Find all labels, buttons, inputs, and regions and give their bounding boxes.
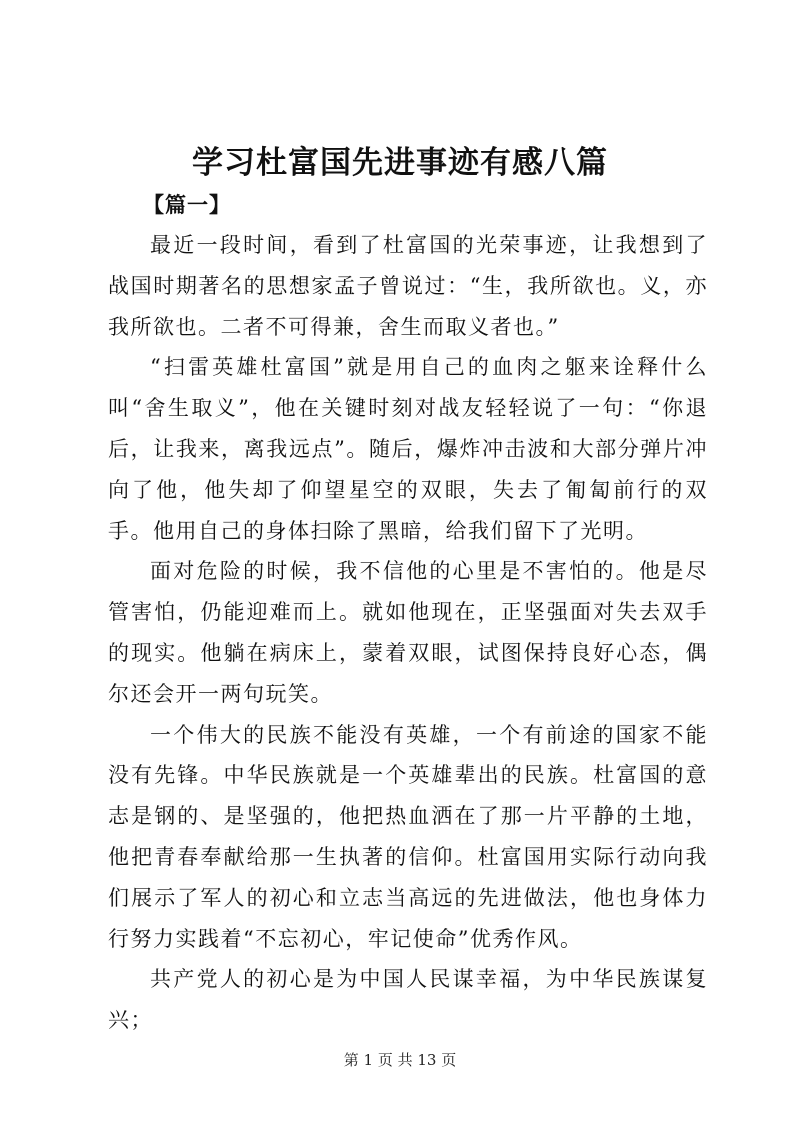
document-title: 学习杜富国先进事迹有感八篇 — [192, 145, 608, 181]
document-body — [108, 225, 708, 1041]
page-number-footer: 第 1 页 共 13 页 — [343, 1051, 457, 1069]
section-heading: 【篇一】 — [143, 192, 231, 217]
paragraph: 共产党人的初心是为中国人民谋幸福，为中华民族谋复兴； — [108, 967, 708, 1033]
paragraph: 一个伟大的民族不能没有英雄，一个有前途的国家不能没有先锋。中华民族就是一个英雄辈出的民族。杜富国的意志是钢的、是坚强的，他把热血洒在了那一片平静的土地，他把青春奉献给那一生执著的信仰。杜富国用实际行动向我们展示了军人的初心和立志当高远的先进做法，他也身体力行努力实践着“不忘初心，牢记使命”优秀作风。 — [108, 722, 708, 951]
paragraph: 面对危险的时候，我不信他的心里是不害怕的。他是尽管害怕，仍能迎难而上。就如他现在，正坚强面对失去双手的现实。他躺在病床上，蒙着双眼，试图保持良好心态，偶尔还会开一两句玩笑。 — [108, 559, 708, 706]
paragraph: “扫雷英雄杜富国”就是用自己的血肉之躯来诠释什么叫“舍生取义”，他在关键时刻对战友轻轻说了一句：“你退后，让我来，离我远点”。随后，爆炸冲击波和大部分弹片冲向了他，他失却了仰望星空的双眼，失去了匍匐前行的双手。他用自己的身体扫除了黑暗，给我们留下了光明。 — [108, 355, 708, 543]
paragraph: 最近一段时间，看到了杜富国的光荣事迹，让我想到了战国时期著名的思想家孟子曾说过：“生，我所欲也。义，亦我所欲也。二者不可得兼，舍生而取义者也。” — [108, 233, 708, 339]
